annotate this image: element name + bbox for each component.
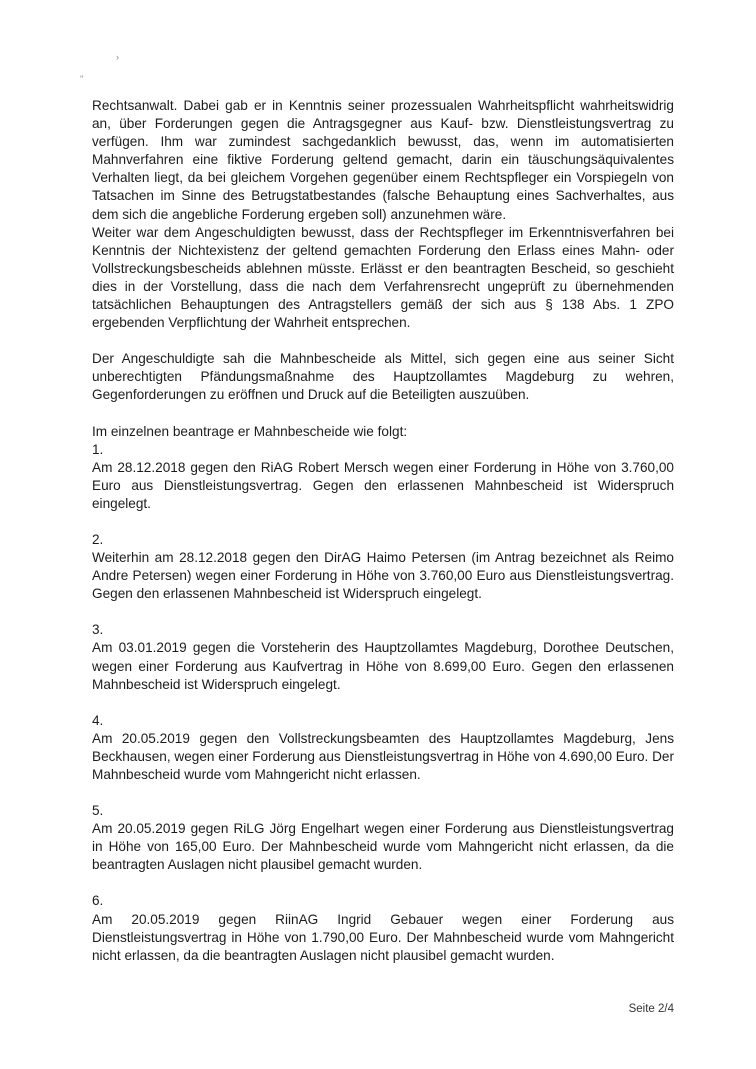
item-number: 2. (92, 531, 104, 547)
list-item (92, 531, 674, 603)
page-number: Seite 2/4 (628, 1003, 674, 1015)
item-text: Am 20.05.2019 gegen RiLG Jörg Engelhart wegen einer Forderung aus Dienstleistungsvertrag in Höhe von 165,00 Euro. Der Mahnbescheid wurde vom Mahngericht nicht erlassen, da die beantragten Auslagen nicht plausibel gemacht wurden. (92, 821, 674, 873)
item-number: 4. (92, 712, 104, 728)
item-number: 3. (92, 622, 104, 638)
paragraph-3: Der Angeschuldigte sah die Mahnbescheide als Mittel, sich gegen eine aus seiner Sicht unberechtigten Pfändungsmaßnahme des Hauptzollamtes Magdeburg zu wehren, Gegenforderungen zu eröffnen und Druck auf die Beteiligten auszuüben. (92, 351, 674, 403)
item-number: 5. (92, 803, 104, 819)
paragraph-1: Rechtsanwalt. Dabei gab er in Kenntnis seiner prozessualen Wahrheitspflicht wahrheitswidrig an, über Forderungen gegen die Antragsgegner aus Kauf- bzw. Dienstleistungsvertrag zu verfügen. Ihm war zumindest sachgedanklich bewusst, das, wenn im automatisierten Mahnverfahren eine fiktive Forderung geltend gemacht, darin ein täuschungsäquivalentes Verhalten liegt, da bei gleichem Vorgehen gegenüber einem Rechtspfleger ein Vorspiegeln von Tatsachen im Sinne des Betrugstatbestandes (falsche Behauptung eines Sachverhaltes, aus dem sich die angebliche Forderung ergeben soll) anzunehmen wäre. (92, 98, 674, 222)
item-text: Am 20.05.2019 gegen den Vollstreckungsbeamten des Hauptzollamtes Magdeburg, Jens Beckhausen, wegen einer Forderung aus Dienstleistungsvertrag in Höhe von 4.690,00 Euro. Der Mahnbescheid wurde vom Mahngericht nicht erlassen. (92, 730, 674, 782)
paragraph-4: Im einzelnen beantrage er Mahnbescheide wie folgt: (92, 423, 408, 439)
item-number: 1. (92, 441, 104, 457)
item-number: 6. (92, 893, 104, 909)
paragraph-2: Weiter war dem Angeschuldigten bewusst, dass der Rechtspfleger im Erkenntnisverfahren bei Kenntnis der Nichtexistenz der geltend gemachten Forderung den Erlass eines Mahn- oder Vollstreckungsbescheids ablehnen müsste. Erlässt er den beantragten Bescheid, so geschieht dies in der Vorstellung, dass die nach dem Verfahrensrecht ungeprüft zu übernehmenden tatsächlichen Behauptungen des Antragstellers gemäß der sich aus § 138 Abs. 1 ZPO ergebenden Verpflichtung der Wahrheit entsprechen. (92, 224, 674, 331)
item-text: Am 03.01.2019 gegen die Vorsteherin des Hauptzollamtes Magdeburg, Dorothee Deutschen, wegen einer Forderung aus Kaufvertrag in Höhe von 8.699,00 Euro. Gegen den erlassenen Mahnbescheid ist Widerspruch eingelegt. (92, 640, 674, 692)
item-text: Am 28.12.2018 gegen den RiAG Robert Mersch wegen einer Forderung in Höhe von 3.760,00 Euro aus Dienstleistungsvertrag. Gegen den erlassenen Mahnbescheid ist Widerspruch eingelegt. (92, 459, 674, 511)
list-item (92, 712, 674, 784)
list-item (92, 441, 674, 513)
item-text: Am 20.05.2019 gegen RiinAG Ingrid Gebauer wegen einer Forderung aus Dienstleistungsvertrag in Höhe von 1.790,00 Euro. Der Mahnbescheid wurde vom Mahngericht nicht erlassen, da die beantragten Auslagen nicht plausibel gemacht wurden. (92, 911, 674, 963)
item-text: Weiterhin am 28.12.2018 gegen den DirAG Haimo Petersen (im Antrag bezeichnet als Reimo Andre Petersen) wegen einer Forderung in Höhe von 3.760,00 Euro aus Dienstleistungsvertrag. Gegen den erlassenen Mahnbescheid ist Widerspruch eingelegt. (92, 550, 674, 602)
body-text (92, 97, 674, 965)
list-item (92, 802, 674, 874)
list-item (92, 621, 674, 693)
scan-mark: › (116, 52, 119, 62)
list-item (92, 892, 674, 964)
scan-mark: '' (80, 74, 84, 84)
